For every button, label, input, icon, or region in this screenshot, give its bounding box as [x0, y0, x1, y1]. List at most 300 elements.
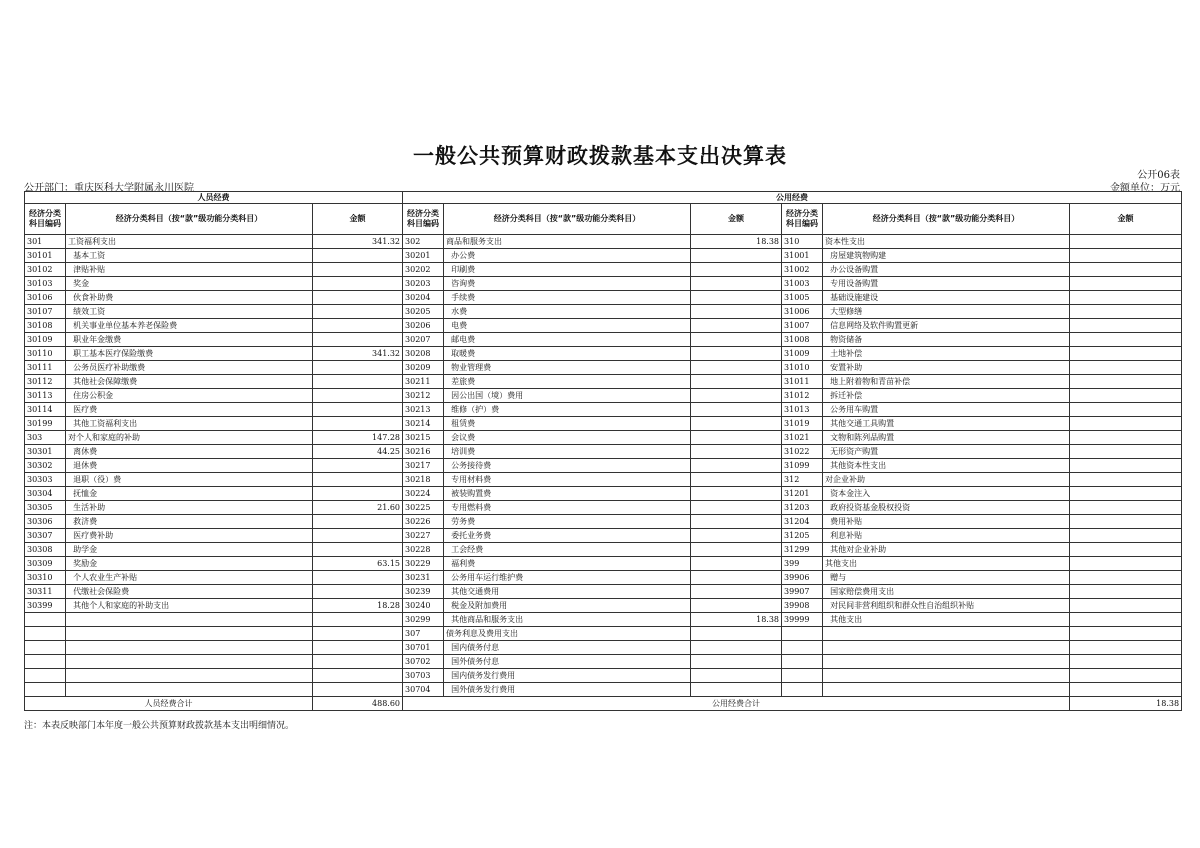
amount-cell — [691, 571, 782, 585]
name-cell: 取暖费 — [444, 347, 691, 361]
amount-cell — [691, 291, 782, 305]
table-row — [25, 305, 1182, 319]
amount-cell — [313, 403, 403, 417]
code-cell: 30227 — [403, 529, 444, 543]
amount-cell — [1070, 487, 1182, 501]
table-row — [25, 613, 1182, 627]
name-cell: 文物和陈列品购置 — [823, 431, 1070, 445]
amount-cell — [1070, 389, 1182, 403]
code-cell: 31002 — [782, 263, 823, 277]
amount-cell — [691, 347, 782, 361]
name-cell: 租赁费 — [444, 417, 691, 431]
code-cell: 30299 — [403, 613, 444, 627]
amount-cell — [313, 389, 403, 403]
name-cell: 费用补贴 — [823, 515, 1070, 529]
code-cell: 31201 — [782, 487, 823, 501]
group-header-personnel: 人员经费 — [25, 192, 403, 204]
name-cell: 咨询费 — [444, 277, 691, 291]
amount-cell — [691, 627, 782, 641]
code-cell: 31013 — [782, 403, 823, 417]
amount-cell — [313, 655, 403, 669]
amount-cell — [1070, 627, 1182, 641]
amount-cell — [691, 655, 782, 669]
name-cell: 基础设施建设 — [823, 291, 1070, 305]
code-cell: 30206 — [403, 319, 444, 333]
amount-cell — [1070, 669, 1182, 683]
group-header-public: 公用经费 — [403, 192, 1182, 204]
name-cell: 邮电费 — [444, 333, 691, 347]
code-cell: 30102 — [25, 263, 66, 277]
amount-cell — [313, 333, 403, 347]
table-row — [25, 277, 1182, 291]
amount-cell — [1070, 445, 1182, 459]
personnel-total-label: 人员经费合计 — [25, 697, 313, 711]
name-cell: 其他社会保障缴费 — [66, 375, 313, 389]
name-cell: 奖金 — [66, 277, 313, 291]
name-cell: 办公设备购置 — [823, 263, 1070, 277]
code-cell: 30214 — [403, 417, 444, 431]
column-header-code: 经济分类科目编码 — [25, 204, 66, 235]
amount-cell — [691, 375, 782, 389]
amount-cell — [313, 417, 403, 431]
name-cell: 专用材料费 — [444, 473, 691, 487]
amount-cell — [691, 389, 782, 403]
code-cell: 301 — [25, 235, 66, 249]
code-cell: 31007 — [782, 319, 823, 333]
code-cell: 30229 — [403, 557, 444, 571]
amount-cell — [313, 319, 403, 333]
page-title: 一般公共预算财政拨款基本支出决算表 — [413, 144, 787, 168]
amount-cell — [313, 571, 403, 585]
amount-cell — [691, 445, 782, 459]
table-row — [25, 389, 1182, 403]
code-cell: 39908 — [782, 599, 823, 613]
name-cell: 其他个人和家庭的补助支出 — [66, 599, 313, 613]
amount-cell — [1070, 543, 1182, 557]
name-cell: 办公费 — [444, 249, 691, 263]
name-cell: 绩效工资 — [66, 305, 313, 319]
amount-cell — [691, 459, 782, 473]
amount-cell: 18.28 — [313, 599, 403, 613]
amount-cell — [1070, 347, 1182, 361]
name-cell: 地上附着物和青苗补偿 — [823, 375, 1070, 389]
name-cell: 劳务费 — [444, 515, 691, 529]
name-cell — [823, 669, 1070, 683]
name-cell — [66, 641, 313, 655]
name-cell: 其他对企业补助 — [823, 543, 1070, 557]
amount-cell — [1070, 417, 1182, 431]
code-cell: 31205 — [782, 529, 823, 543]
code-cell: 30311 — [25, 585, 66, 599]
name-cell: 维修（护）费 — [444, 403, 691, 417]
code-cell: 30217 — [403, 459, 444, 473]
table-row — [25, 235, 1182, 249]
name-cell: 其他资本性支出 — [823, 459, 1070, 473]
name-cell — [66, 613, 313, 627]
code-cell: 307 — [403, 627, 444, 641]
code-cell: 30704 — [403, 683, 444, 697]
name-cell: 个人农业生产补贴 — [66, 571, 313, 585]
code-cell: 31011 — [782, 375, 823, 389]
totals-row — [25, 697, 1182, 711]
amount-cell — [313, 529, 403, 543]
table-row — [25, 501, 1182, 515]
amount-cell — [691, 599, 782, 613]
amount-cell: 18.38 — [691, 613, 782, 627]
amount-cell — [1070, 529, 1182, 543]
table-row — [25, 263, 1182, 277]
table-row — [25, 655, 1182, 669]
amount-cell — [313, 263, 403, 277]
amount-cell: 341.32 — [313, 347, 403, 361]
public-total-value: 18.38 — [1070, 697, 1182, 711]
name-cell: 国家赔偿费用支出 — [823, 585, 1070, 599]
name-cell: 职业年金缴费 — [66, 333, 313, 347]
name-cell: 对企业补助 — [823, 473, 1070, 487]
code-cell: 30107 — [25, 305, 66, 319]
name-cell — [66, 627, 313, 641]
amount-cell — [691, 557, 782, 571]
name-cell — [823, 641, 1070, 655]
name-cell: 福利费 — [444, 557, 691, 571]
code-cell: 30225 — [403, 501, 444, 515]
name-cell: 国外债务发行费用 — [444, 683, 691, 697]
table-row — [25, 249, 1182, 263]
name-cell: 离休费 — [66, 445, 313, 459]
amount-cell — [313, 473, 403, 487]
table-row — [25, 459, 1182, 473]
code-cell: 30301 — [25, 445, 66, 459]
table-row — [25, 557, 1182, 571]
name-cell: 债务利息及费用支出 — [444, 627, 691, 641]
table-row — [25, 333, 1182, 347]
name-cell: 物资储备 — [823, 333, 1070, 347]
amount-cell — [313, 669, 403, 683]
code-cell: 303 — [25, 431, 66, 445]
name-cell: 国内债务发行费用 — [444, 669, 691, 683]
name-cell: 退职（役）费 — [66, 473, 313, 487]
table-row — [25, 571, 1182, 585]
amount-cell — [691, 585, 782, 599]
code-cell: 30399 — [25, 599, 66, 613]
code-cell: 31008 — [782, 333, 823, 347]
amount-cell — [1070, 319, 1182, 333]
table-row — [25, 403, 1182, 417]
amount-cell — [313, 361, 403, 375]
table-row — [25, 431, 1182, 445]
name-cell: 工会经费 — [444, 543, 691, 557]
name-cell: 代缴社会保险费 — [66, 585, 313, 599]
amount-cell — [313, 641, 403, 655]
name-cell: 税金及附加费用 — [444, 599, 691, 613]
name-cell: 物业管理费 — [444, 361, 691, 375]
name-cell: 被装购置费 — [444, 487, 691, 501]
code-cell: 30207 — [403, 333, 444, 347]
column-header-amount: 金额 — [691, 204, 782, 235]
table-row — [25, 319, 1182, 333]
amount-cell — [313, 627, 403, 641]
amount-cell — [313, 277, 403, 291]
amount-cell — [1070, 277, 1182, 291]
name-cell: 会议费 — [444, 431, 691, 445]
amount-cell — [1070, 375, 1182, 389]
name-cell: 赠与 — [823, 571, 1070, 585]
name-cell: 信息网络及软件购置更新 — [823, 319, 1070, 333]
department-label: 公开部门：重庆医科大学附属永川医院 — [24, 183, 194, 194]
amount-cell: 21.60 — [313, 501, 403, 515]
code-cell: 30103 — [25, 277, 66, 291]
code-cell — [25, 641, 66, 655]
amount-cell — [1070, 403, 1182, 417]
code-cell: 30228 — [403, 543, 444, 557]
code-cell: 30208 — [403, 347, 444, 361]
code-cell: 31299 — [782, 543, 823, 557]
name-cell: 退休费 — [66, 459, 313, 473]
code-cell: 30239 — [403, 585, 444, 599]
name-cell: 其他支出 — [823, 557, 1070, 571]
table-row — [25, 487, 1182, 501]
column-header-code: 经济分类科目编码 — [403, 204, 444, 235]
code-cell: 31099 — [782, 459, 823, 473]
name-cell: 国内债务付息 — [444, 641, 691, 655]
name-cell: 资本性支出 — [823, 235, 1070, 249]
amount-cell — [313, 585, 403, 599]
amount-cell — [1070, 431, 1182, 445]
name-cell: 伙食补助费 — [66, 291, 313, 305]
code-cell — [25, 669, 66, 683]
code-cell: 30305 — [25, 501, 66, 515]
column-header-amount: 金额 — [313, 204, 403, 235]
amount-cell — [691, 263, 782, 277]
name-cell: 商品和服务支出 — [444, 235, 691, 249]
name-cell — [66, 655, 313, 669]
name-cell: 委托业务费 — [444, 529, 691, 543]
table-row — [25, 683, 1182, 697]
form-number: 公开06表 — [1137, 170, 1180, 181]
footnote: 注：本表反映部门本年度一般公共预算财政拨款基本支出明细情况。 — [24, 721, 295, 731]
amount-cell: 18.38 — [691, 235, 782, 249]
amount-cell — [691, 473, 782, 487]
code-cell: 30114 — [25, 403, 66, 417]
name-cell: 助学金 — [66, 543, 313, 557]
amount-cell — [691, 403, 782, 417]
code-cell: 30302 — [25, 459, 66, 473]
name-cell: 对民间非营利组织和群众性自治组织补贴 — [823, 599, 1070, 613]
table-row — [25, 291, 1182, 305]
amount-cell — [1070, 473, 1182, 487]
amount-cell — [691, 515, 782, 529]
code-cell: 31010 — [782, 361, 823, 375]
name-cell: 拆迁补偿 — [823, 389, 1070, 403]
amount-cell — [313, 305, 403, 319]
table-row — [25, 585, 1182, 599]
code-cell: 30303 — [25, 473, 66, 487]
amount-cell — [313, 683, 403, 697]
amount-cell — [1070, 655, 1182, 669]
code-cell: 312 — [782, 473, 823, 487]
code-cell: 30112 — [25, 375, 66, 389]
code-cell: 30703 — [403, 669, 444, 683]
code-cell: 30202 — [403, 263, 444, 277]
code-cell: 30304 — [25, 487, 66, 501]
code-cell: 31006 — [782, 305, 823, 319]
column-header-name: 经济分类科目（按“款”级功能分类科目） — [66, 204, 313, 235]
code-cell: 399 — [782, 557, 823, 571]
amount-cell — [1070, 571, 1182, 585]
amount-cell — [691, 543, 782, 557]
code-cell: 310 — [782, 235, 823, 249]
name-cell: 无形资产购置 — [823, 445, 1070, 459]
code-cell: 30205 — [403, 305, 444, 319]
table-row — [25, 529, 1182, 543]
table-row — [25, 543, 1182, 557]
amount-cell — [691, 361, 782, 375]
amount-cell — [691, 305, 782, 319]
code-cell: 31204 — [782, 515, 823, 529]
name-cell: 安置补助 — [823, 361, 1070, 375]
table-row — [25, 641, 1182, 655]
name-cell: 水费 — [444, 305, 691, 319]
code-cell: 30231 — [403, 571, 444, 585]
expenditure-table — [24, 191, 1182, 711]
amount-cell — [1070, 683, 1182, 697]
code-cell: 30211 — [403, 375, 444, 389]
code-cell: 30309 — [25, 557, 66, 571]
amount-cell — [691, 487, 782, 501]
code-cell: 30204 — [403, 291, 444, 305]
code-cell: 31001 — [782, 249, 823, 263]
column-header-name: 经济分类科目（按“款”级功能分类科目） — [823, 204, 1070, 235]
code-cell: 30110 — [25, 347, 66, 361]
amount-cell — [313, 291, 403, 305]
amount-cell — [1070, 585, 1182, 599]
name-cell: 公务接待费 — [444, 459, 691, 473]
name-cell: 救济费 — [66, 515, 313, 529]
name-cell: 工资福利支出 — [66, 235, 313, 249]
code-cell: 30215 — [403, 431, 444, 445]
code-cell: 30203 — [403, 277, 444, 291]
name-cell: 公务用车运行维护费 — [444, 571, 691, 585]
amount-cell — [691, 431, 782, 445]
code-cell: 30201 — [403, 249, 444, 263]
amount-cell — [691, 277, 782, 291]
code-cell: 30101 — [25, 249, 66, 263]
amount-cell: 341.32 — [313, 235, 403, 249]
table-row — [25, 375, 1182, 389]
name-cell — [66, 683, 313, 697]
column-header-name: 经济分类科目（按“款”级功能分类科目） — [444, 204, 691, 235]
amount-cell — [691, 417, 782, 431]
amount-cell — [1070, 501, 1182, 515]
name-cell: 利息补贴 — [823, 529, 1070, 543]
code-cell — [782, 627, 823, 641]
name-cell: 职工基本医疗保险缴费 — [66, 347, 313, 361]
amount-cell — [1070, 235, 1182, 249]
amount-cell — [313, 249, 403, 263]
amount-cell — [313, 375, 403, 389]
amount-cell — [691, 319, 782, 333]
table-row — [25, 669, 1182, 683]
name-cell — [823, 683, 1070, 697]
amount-cell — [1070, 641, 1182, 655]
name-cell — [823, 627, 1070, 641]
code-cell — [782, 641, 823, 655]
code-cell: 30218 — [403, 473, 444, 487]
name-cell: 政府投资基金股权投资 — [823, 501, 1070, 515]
amount-cell — [1070, 291, 1182, 305]
code-cell: 30308 — [25, 543, 66, 557]
amount-cell — [313, 613, 403, 627]
code-cell: 30113 — [25, 389, 66, 403]
name-cell: 其他支出 — [823, 613, 1070, 627]
amount-cell — [1070, 333, 1182, 347]
code-cell: 31203 — [782, 501, 823, 515]
code-cell: 30213 — [403, 403, 444, 417]
amount-cell — [1070, 599, 1182, 613]
code-cell: 30307 — [25, 529, 66, 543]
name-cell: 住房公积金 — [66, 389, 313, 403]
name-cell: 机关事业单位基本养老保险费 — [66, 319, 313, 333]
name-cell: 因公出国（境）费用 — [444, 389, 691, 403]
name-cell: 大型修缮 — [823, 305, 1070, 319]
code-cell — [25, 627, 66, 641]
amount-cell — [691, 501, 782, 515]
amount-cell — [1070, 249, 1182, 263]
name-cell: 专用设备购置 — [823, 277, 1070, 291]
amount-cell — [1070, 263, 1182, 277]
code-cell — [782, 669, 823, 683]
amount-cell — [313, 487, 403, 501]
name-cell: 资本金注入 — [823, 487, 1070, 501]
code-cell: 30226 — [403, 515, 444, 529]
code-cell: 30106 — [25, 291, 66, 305]
name-cell: 房屋建筑物购建 — [823, 249, 1070, 263]
table-row — [25, 515, 1182, 529]
name-cell: 电费 — [444, 319, 691, 333]
code-cell — [782, 655, 823, 669]
name-cell: 对个人和家庭的补助 — [66, 431, 313, 445]
code-cell: 30224 — [403, 487, 444, 501]
column-header-amount: 金额 — [1070, 204, 1182, 235]
amount-cell — [1070, 305, 1182, 319]
name-cell — [823, 655, 1070, 669]
code-cell: 31005 — [782, 291, 823, 305]
code-cell — [25, 655, 66, 669]
code-cell — [25, 613, 66, 627]
amount-cell — [691, 249, 782, 263]
name-cell: 手续费 — [444, 291, 691, 305]
amount-cell — [691, 683, 782, 697]
name-cell: 公务用车购置 — [823, 403, 1070, 417]
name-cell: 其他工资福利支出 — [66, 417, 313, 431]
code-cell — [25, 683, 66, 697]
name-cell: 公务员医疗补助缴费 — [66, 361, 313, 375]
amount-cell — [1070, 459, 1182, 473]
amount-cell — [691, 669, 782, 683]
table-row — [25, 627, 1182, 641]
code-cell: 31022 — [782, 445, 823, 459]
personnel-total-value: 488.60 — [313, 697, 403, 711]
amount-cell: 147.28 — [313, 431, 403, 445]
amount-cell — [691, 529, 782, 543]
code-cell: 31009 — [782, 347, 823, 361]
unit-label: 金额单位：万元 — [1110, 183, 1180, 194]
code-cell: 31021 — [782, 431, 823, 445]
code-cell: 30199 — [25, 417, 66, 431]
code-cell: 30310 — [25, 571, 66, 585]
code-cell: 39907 — [782, 585, 823, 599]
code-cell: 30702 — [403, 655, 444, 669]
